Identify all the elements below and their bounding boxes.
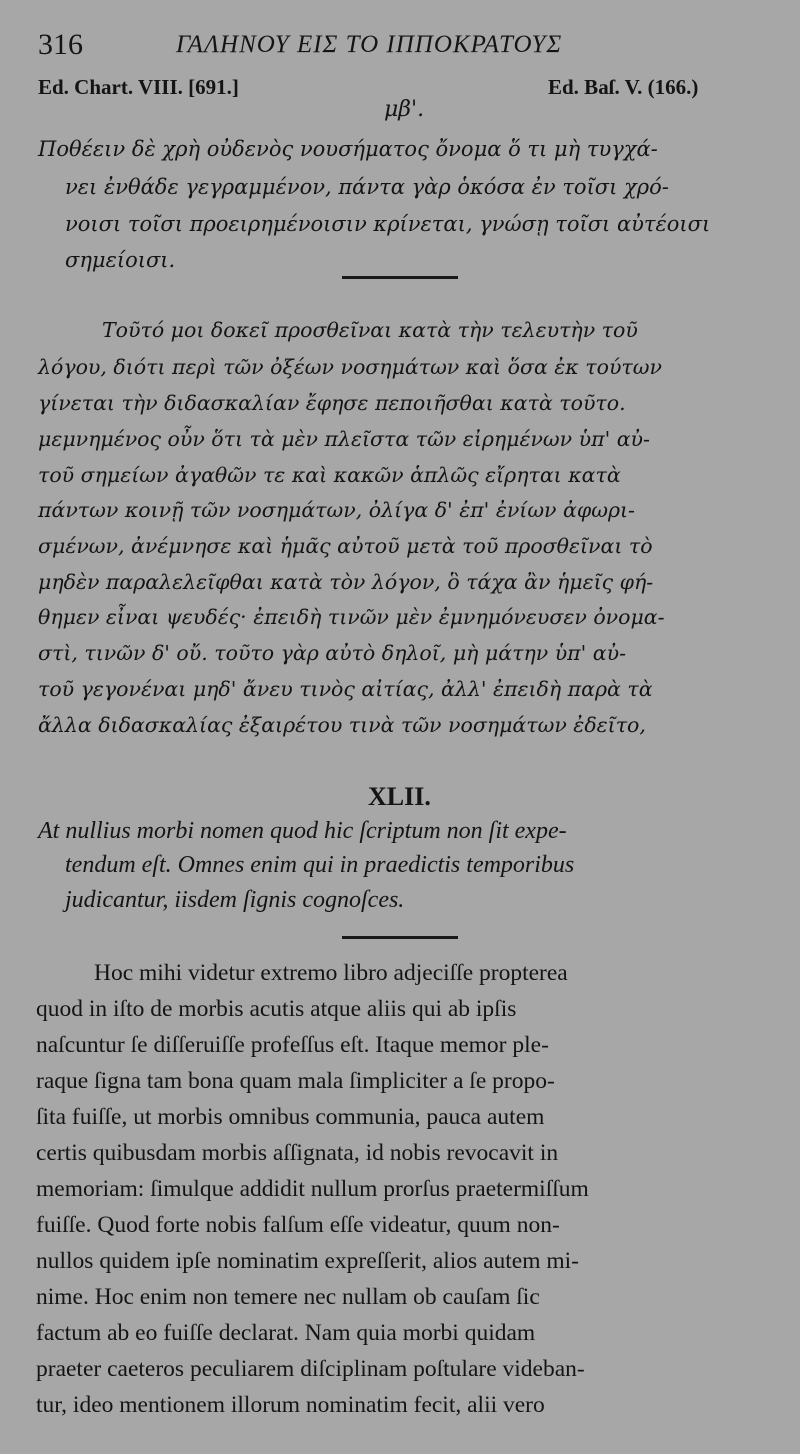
greek-commentary-line: γίνεται τὴν διδασκαλίαν ἔφησε πεποιῆσθαι κατὰ τοῦτο. xyxy=(38,391,626,415)
greek-commentary-line: τοῦ σημείων ἀγαθῶν τε καὶ κακῶν ἁπλῶς εἴρηται κατὰ xyxy=(38,463,621,487)
latin-commentary-line: factum ab eo fuiſſe declarat. Nam quia morbi quidam xyxy=(36,1320,536,1346)
latin-aphorism-line: judicantur, iisdem ſignis cognoſces. xyxy=(65,887,405,913)
greek-aphorism-line: νει ἐνθάδε γεγραμμένον, πάντα γὰρ ὁκόσα ἐν τοῖσι χρό- xyxy=(65,175,669,199)
latin-commentary-line: memoriam: ſimulque addidit nullum prorſus praetermiſſum xyxy=(36,1176,589,1202)
latin-aphorism-line: At nullius morbi nomen quod hic ſcriptum non ſit expe- xyxy=(38,818,567,844)
latin-commentary-line: quod in iſto de morbis acutis atque aliis qui ab ipſis xyxy=(36,996,517,1022)
greek-commentary-line: πάντων κοινῇ τῶν νοσημάτων, ὀλίγα δ' ἐπ' ἐνίων ἀφωρι- xyxy=(38,498,635,522)
latin-commentary-line: fuiſſe. Quod forte nobis falſum eſſe videatur, quum non- xyxy=(36,1212,560,1238)
latin-commentary-line: certis quibusdam morbis aſſignata, id nobis revocavit in xyxy=(36,1140,559,1166)
latin-commentary-line: raque ſigna tam bona quam mala ſimpliciter a ſe propo- xyxy=(36,1068,555,1094)
greek-commentary-line: θημεν εἶναι ψευδές· ἐπειδὴ τινῶν μὲν ἐμνημόνευσεν ὀνομα- xyxy=(38,605,665,629)
greek-commentary-line: λόγου, διότι περὶ τῶν ὀξέων νοσημάτων καὶ ὅσα ἐκ τούτων xyxy=(38,355,662,379)
greek-section-number: μβ'. xyxy=(384,97,425,122)
greek-commentary-line: μηδὲν παραλελεῖφθαι κατὰ τὸν λόγον, ὃ τάχα ἂν ἡμεῖς φή- xyxy=(38,570,654,594)
greek-aphorism-line: Ποθέειν δὲ χρὴ οὐδενὸς νουσήματος ὄνομα ὅ τι μὴ τυγχά- xyxy=(38,137,658,161)
latin-commentary-line: praeter caeteros peculiarem diſciplinam poſtulare videban- xyxy=(36,1356,585,1382)
greek-commentary-line: Τοῦτό μοι δοκεῖ προσθεῖναι κατὰ τὴν τελευτὴν τοῦ xyxy=(102,318,638,342)
latin-commentary-line: nime. Hoc enim non temere nec nullam ob cauſam ſic xyxy=(36,1284,540,1310)
latin-aphorism-line: tendum eſt. Omnes enim qui in praedictis temporibus xyxy=(65,852,575,878)
greek-commentary-line: σμένων, ἀνέμνησε καὶ ἡμᾶς αὐτοῦ μετὰ τοῦ προσθεῖναι τὸ xyxy=(38,534,653,558)
greek-commentary-line: στὶ, τινῶν δ' οὔ. τοῦτο γὰρ αὐτὸ δηλοῖ, μὴ μάτην ὑπ' αὐ- xyxy=(38,641,627,665)
greek-commentary-line: τοῦ γεγονέναι μηδ' ἄνευ τινὸς αἰτίας, ἀλλ' ἐπειδὴ παρὰ τὰ xyxy=(38,677,653,701)
greek-commentary-line: μεμνημένος οὖν ὅτι τὰ μὲν πλεῖστα τῶν εἰρημένων ὑπ' αὐ- xyxy=(38,427,650,451)
section-divider-rule xyxy=(342,276,458,279)
running-title: ΓΑΛΗΝΟΥ ΕΙΣ ΤΟ ΙΠΠΟΚΡΑΤΟΥΣ xyxy=(176,31,563,58)
edition-reference-right: Ed. Baſ. V. (166.) xyxy=(548,75,699,99)
section-divider-rule xyxy=(342,936,458,939)
greek-aphorism-line: σημείοισι. xyxy=(65,248,176,272)
greek-commentary-line: ἄλλα διδασκαλίας ἐξαιρέτου τινὰ τῶν νοσημάτων ἐδεῖτο, xyxy=(38,713,646,737)
latin-commentary-line: Hoc mihi videtur extremo libro adjeciſſe propterea xyxy=(94,960,568,986)
latin-commentary-line: naſcuntur ſe diſſeruiſſe profeſſus eſt. Itaque memor ple- xyxy=(36,1032,549,1058)
latin-commentary-line: nullos quidem ipſe nominatim expreſſerit, alios autem mi- xyxy=(36,1248,580,1274)
edition-reference-left: Ed. Chart. VIII. [691.] xyxy=(38,75,239,99)
latin-commentary-line: tur, ideo mentionem illorum nominatim fecit, alii vero xyxy=(36,1392,545,1418)
latin-section-number: XLII. xyxy=(368,782,431,811)
page-number: 316 xyxy=(38,28,83,61)
greek-aphorism-line: νοισι τοῖσι προειρημένοισιν κρίνεται, γνώσῃ τοῖσι αὐτέοισι xyxy=(65,212,711,236)
latin-commentary-line: ſita fuiſſe, ut morbis omnibus communia, pauca autem xyxy=(36,1104,545,1130)
